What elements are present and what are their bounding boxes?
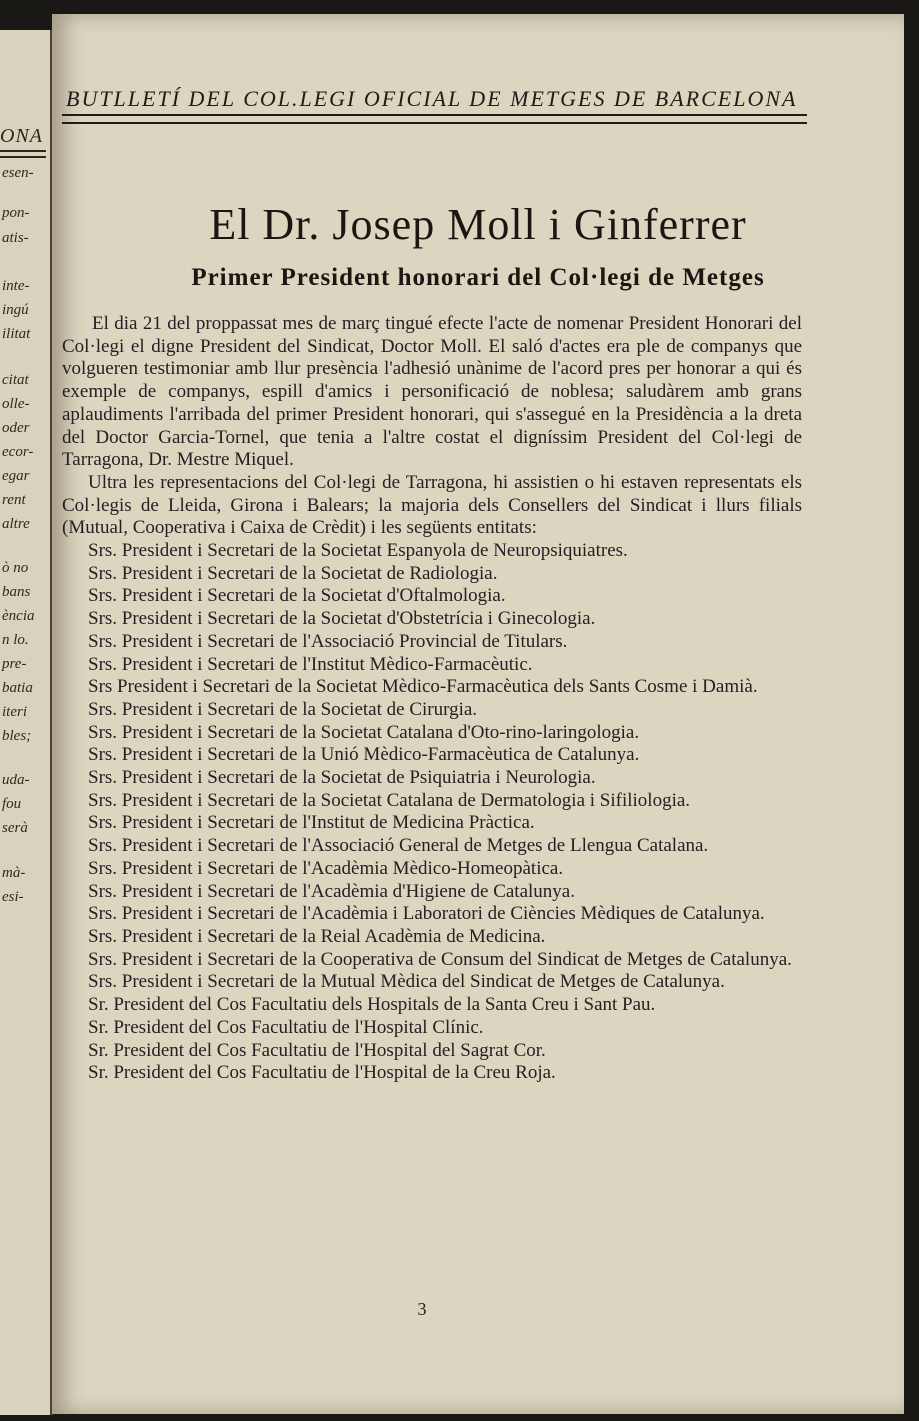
entity-list	[62, 540, 802, 1085]
previous-page-header-fragment: ONA	[0, 125, 43, 147]
previous-page-text-fragment: pre-	[2, 656, 27, 672]
previous-page-text-fragment: ò no	[2, 560, 29, 576]
entity-item: Srs. President i Secretari de la Unió Mèdico-Farmacèutica de Catalunya.	[88, 744, 640, 766]
previous-page-text-fragment: bans	[2, 584, 31, 600]
previous-page-rule	[0, 150, 46, 152]
previous-page-text-fragment: esen-	[2, 165, 34, 181]
previous-page-text-fragment: pon-	[2, 205, 30, 221]
previous-page-text-fragment: atis-	[2, 230, 29, 246]
previous-page-text-fragment: inte-	[2, 278, 30, 294]
previous-page-text-fragment: altre	[2, 516, 30, 532]
entity-item: Srs. President i Secretari de l'Acadèmia Mèdico-Homeopàtica.	[88, 857, 564, 879]
entity-item: Srs. President i Secretari de l'Institut Mèdico-Farmacèutic.	[88, 653, 533, 675]
entity-item: Srs. President i Secretari de la Societat d'Oftalmologia.	[88, 585, 506, 607]
entity-item: Srs. President i Secretari de la Societat Catalana de Dermatologia i Sifiliologia.	[88, 789, 691, 811]
entity-item: Srs. President i Secretari de la Mutual Mèdica del Sindicat de Metges de Catalunya.	[88, 971, 725, 993]
entity-item: Sr. President del Cos Facultatiu de l'Hospital Clínic.	[88, 1016, 484, 1038]
entity-item: Srs President i Secretari de la Societat Mèdico-Farmacèutica dels Sants Cosme i Damià.	[88, 676, 758, 698]
previous-page-text-fragment: ència	[2, 608, 35, 624]
running-header: BUTLLETÍ DEL COL.LEGI OFICIAL DE METGES DE BARCELONA	[66, 86, 798, 111]
entity-item: Sr. President del Cos Facultatiu de l'Hospital de la Creu Roja.	[88, 1062, 556, 1084]
article-subtitle: Primer President honorari del Col·legi de Metges	[191, 264, 765, 291]
previous-page-text-fragment: citat	[2, 372, 29, 388]
entity-item: Srs. President i Secretari de la Societat de Cirurgia.	[88, 698, 478, 720]
article-body	[62, 313, 802, 1085]
previous-page-text-fragment: olle-	[2, 396, 30, 412]
paragraph: El dia 21 del proppassat mes de març tingué efecte l'acte de nomenar President Honorari del Col·legi el digne President del Sindicat, Doctor Moll. El saló d'actes era ple de companys que volgueren testimoniar amb llur presència l'adhesió unànime de l'acord pres per honorar a qui és exemple de companys, espill d'amics i personificació de noblesa; saludàrem amb grans aplaudiments l'arribada del primer President honorari, qui s'assegué en la Presidència a la dreta del Doctor Garcia-Tornel, que tenia a l'altre costat el digníssim President del Col·legi de Tarragona, Dr. Mestre Miquel.	[62, 313, 802, 471]
entity-item: Srs. President i Secretari de la Reial Acadèmia de Medicina.	[88, 925, 546, 947]
previous-page-edge	[0, 30, 53, 1415]
previous-page-text-fragment: iteri	[2, 704, 27, 720]
previous-page-text-fragment: batia	[2, 680, 33, 696]
previous-page-text-fragment: fou	[2, 796, 22, 812]
header-rule	[62, 114, 807, 124]
entity-item: Srs. President i Secretari de l'Acadèmia i Laboratori de Ciències Mèdiques de Catalunya.	[88, 903, 765, 925]
entity-item: Srs. President i Secretari de la Societat de Psiquiatria i Neurologia.	[88, 767, 596, 789]
previous-page-text-fragment: esi-	[2, 889, 24, 905]
entity-item: Srs. President i Secretari de la Cooperativa de Consum del Sindicat de Metges de Catalunya.	[88, 948, 792, 970]
entity-item: Srs. President i Secretari de l'Associació Provincial de Titulars.	[88, 630, 568, 652]
entity-item: Sr. President del Cos Facultatiu dels Hospitals de la Santa Creu i Sant Pau.	[88, 994, 656, 1016]
previous-page-text-fragment: uda-	[2, 772, 30, 788]
previous-page-text-fragment: rent	[2, 492, 26, 508]
entity-item: Srs. President i Secretari de la Societat d'Obstetrícia i Ginecologia.	[88, 608, 596, 630]
previous-page-text-fragment: n lo.	[2, 632, 29, 648]
previous-page-text-fragment: ecor-	[2, 444, 34, 460]
journal-page	[52, 14, 904, 1414]
entity-item: Srs. President i Secretari de l'Associació General de Metges de Llengua Catalana.	[88, 835, 709, 857]
page-number: 3	[417, 1299, 427, 1319]
entity-item: Sr. President del Cos Facultatiu de l'Hospital del Sagrat Cor.	[88, 1039, 546, 1061]
entity-item: Srs. President i Secretari de l'Institut de Medicina Pràctica.	[88, 812, 535, 834]
previous-page-rule	[0, 156, 46, 158]
previous-page-text-fragment: bles;	[2, 728, 32, 744]
paragraph: Ultra les representacions del Col·legi de Tarragona, hi assistien o hi estaven representats els Col·legis de Lleida, Girona i Balears; la majoria dels Consellers del Sindicat i llurs filials (Mutual, Cooperativa i Caixa de Crèdit) i les següents entitats:	[62, 471, 802, 539]
previous-page-text-fragment: oder	[2, 420, 30, 436]
entity-item: Srs. President i Secretari de la Societat Catalana d'Oto-rino-laringologia.	[88, 721, 640, 743]
article-title: El Dr. Josep Moll i Ginferrer	[209, 200, 747, 249]
previous-page-text-fragment: ingú	[2, 302, 29, 318]
previous-page-text-fragment: serà	[2, 820, 28, 836]
previous-page-text-fragment: mà-	[2, 865, 26, 881]
previous-page-text-fragment: egar	[2, 468, 30, 484]
previous-page-text-fragment: ilitat	[2, 326, 31, 342]
entity-item: Srs. President i Secretari de l'Acadèmia d'Higiene de Catalunya.	[88, 880, 575, 902]
entity-item: Srs. President i Secretari de la Societat Espanyola de Neuropsiquiatres.	[88, 540, 628, 562]
entity-item: Srs. President i Secretari de la Societat de Radiologia.	[88, 562, 498, 584]
